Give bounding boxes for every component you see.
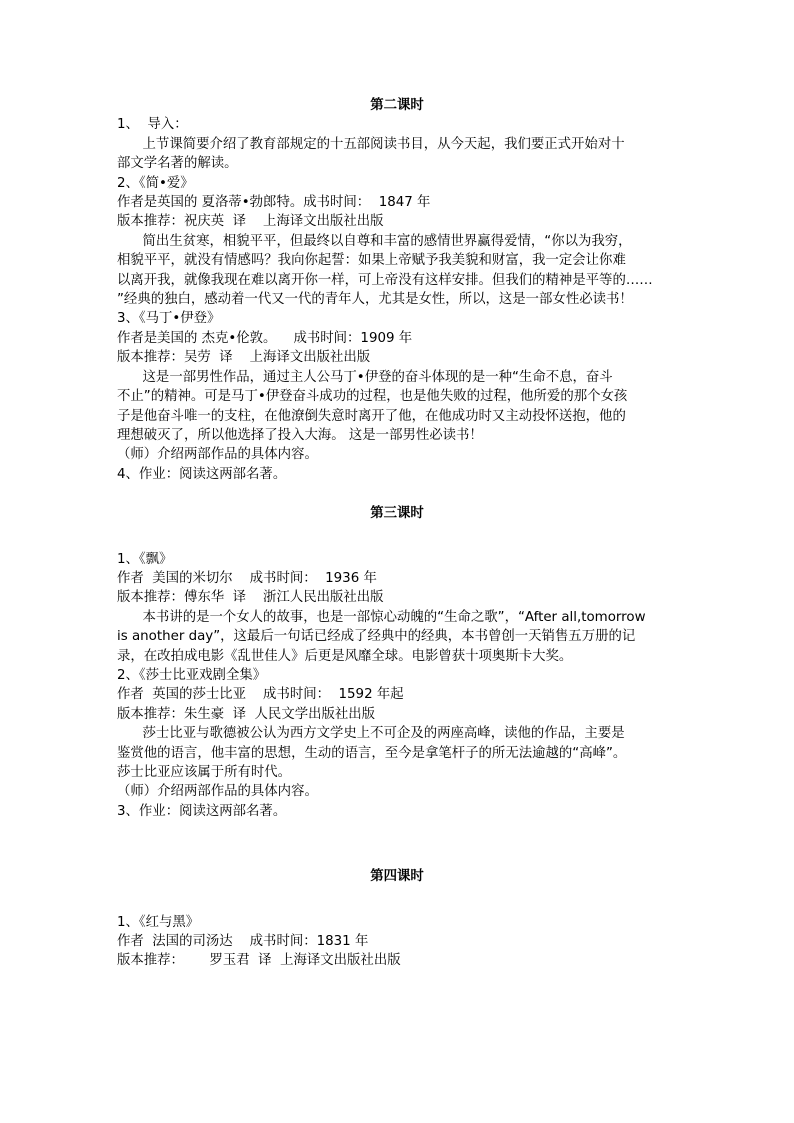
edition-line: 版本推荐：吴劳 译 上海译文出版社出版: [117, 350, 371, 366]
author-line: 作者 美国的米切尔 成书时间： 1936 年: [117, 570, 377, 586]
paragraph-line: 莎士比亚与歌德被公认为西方文学史上不可企及的两座高峰，读他的作品，主要是: [117, 726, 625, 742]
paragraph-line: 鉴赏他的语言，他丰富的思想，生动的语言，至今是拿笔杆子的所无法逾越的“高峰”。: [117, 745, 627, 761]
section-title-lesson-3: 第三课时: [370, 506, 424, 522]
paragraph-line: 莎士比亚应该属于所有时代。: [117, 765, 292, 780]
author-line: 作者是英国的 夏洛蒂•勃郎特。成书时间： 1847 年: [117, 195, 431, 211]
paragraph-line: 简出生贫寒，相貌平平，但最终以自尊和丰富的感情世界赢得爱情，“你以为我穷，: [117, 233, 632, 249]
paragraph-line: 不止”的精神。可是马丁•伊登奋斗成功的过程，也是他失败的过程，他所爱的那个女孩: [117, 389, 628, 405]
book-heading-martin-eden: 3、《马丁•伊登》: [117, 311, 221, 327]
paragraph-line: （师）介绍两部作品的具体内容。: [117, 447, 318, 463]
document-body: [117, 96, 677, 971]
section-title-lesson-4: 第四课时: [370, 869, 424, 885]
paragraph-line: 子是他奋斗唯一的支柱，在他潦倒失意时离开了他，在他成功时又主动投怀送抱，他的: [117, 408, 626, 424]
paragraph-line: 录，在改拍成电影《乱世佳人》后更是风靡全球。电影曾获十项奥斯卡大奖。: [117, 648, 573, 664]
book-heading-shakespeare: 2、《莎士比亚戏剧全集》: [117, 667, 267, 683]
paragraph-line: 理想破灭了，所以他选择了投入大海。 这是一部男性必读书！: [117, 427, 483, 443]
book-heading-gone-with-the-wind: 1、《飘》: [117, 551, 173, 567]
spacer: [117, 887, 677, 913]
spacer: [117, 524, 677, 550]
homework-line: 4、作业：阅读这两部名著。: [117, 466, 287, 482]
book-heading-red-and-black: 1、《红与黑》: [117, 914, 200, 930]
edition-line: 版本推荐：祝庆英 译 上海译文出版社出版: [117, 214, 384, 230]
edition-line: 版本推荐：朱生豪 译 人民文学出版社出版: [117, 706, 376, 722]
edition-line: 版本推荐： 罗玉君 译 上海译文出版社出版: [117, 953, 401, 969]
paragraph-line: 这是一部男性作品，通过主人公马丁•伊登的奋斗体现的是一种“生命不息，奋斗: [117, 369, 613, 385]
paragraph-line: 1、 导入：: [117, 117, 188, 133]
paragraph-line: is another day”，这最后一句话已经成了经典中的经典，本书曾创一天销售五万册的记: [117, 629, 636, 645]
paragraph-line: 上节课简要介绍了教育部规定的十五部阅读书目，从今天起，我们要正式开始对十: [117, 136, 625, 152]
author-line: 作者 英国的莎士比亚 成书时间： 1592 年起: [117, 687, 404, 703]
author-line: 作者是美国的 杰克•伦敦。 成书时间：1909 年: [117, 330, 413, 346]
paragraph-line: 部文学名著的解读。: [117, 156, 238, 172]
paragraph-line: （师）介绍两部作品的具体内容。: [117, 784, 318, 800]
spacer: [117, 821, 677, 867]
homework-line: 3、作业：阅读这两部名著。: [117, 803, 287, 819]
edition-line: 版本推荐：傅东华 译 浙江人民出版社出版: [117, 590, 384, 606]
spacer: [117, 484, 677, 504]
paragraph-line: 相貌平平，就没有情感吗？我向你起誓：如果上帝赋予我美貌和财富，我一定会让你难: [117, 253, 626, 269]
paragraph-line: 以离开我，就像我现在难以离开你一样，可上帝没有这样安排。但我们的精神是平等的……: [117, 272, 653, 288]
paragraph-line: ”经典的独白，感动着一代又一代的青年人，尤其是女性，所以，这是一部女性必读书！: [117, 292, 633, 308]
author-line: 作者 法国的司汤达 成书时间：1831 年: [117, 934, 369, 950]
paragraph-line: 本书讲的是一个女人的故事，也是一部惊心动魄的“生命之歌”，“After all,tomorrow: [117, 609, 646, 625]
section-title-lesson-2: 第二课时: [370, 98, 424, 113]
book-heading-jane-eyre: 2、《简•爱》: [117, 175, 194, 191]
